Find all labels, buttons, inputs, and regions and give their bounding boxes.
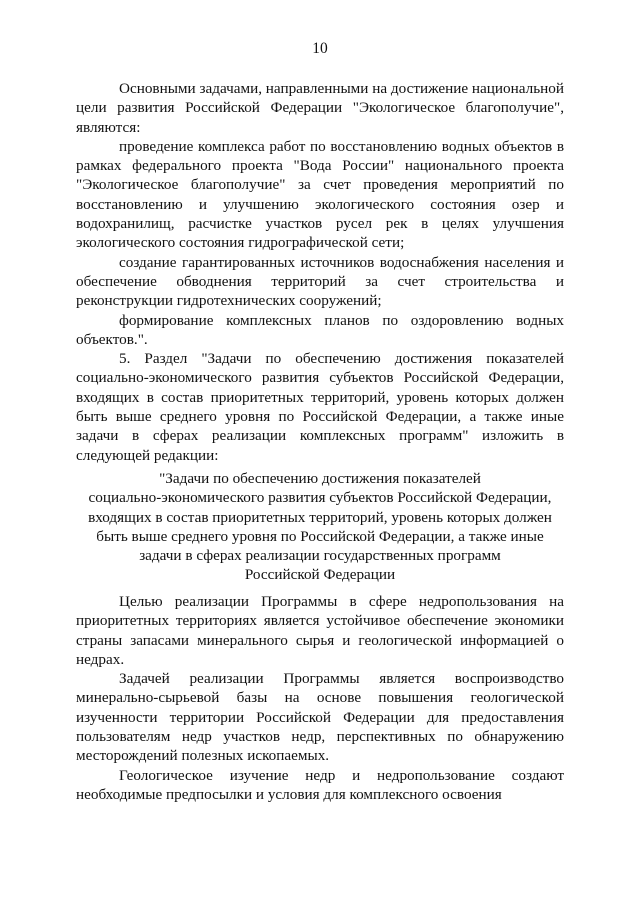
section-title xyxy=(60,469,580,585)
section-title-line: социально-экономического развития субъектов Российской Федерации, xyxy=(88,489,552,507)
paragraph-geological-study: Геологическое изучение недр и недропользование создают необходимые предпосылки и условия для комплексного освоения xyxy=(76,766,564,803)
page-number: 10 xyxy=(312,40,328,57)
paragraph-program-goal: Целью реализации Программы в сфере недропользования на приоритетных территориях является устойчивое обеспечение экономики страны запасами минерального сырья и геологической информацией о недрах. xyxy=(76,593,564,668)
paragraph-recovery-plans: формирование комплексных планов по оздоровлению водных объектов.". xyxy=(76,311,564,348)
section-title-line: задачи в сферах реализации государственных программ xyxy=(139,547,501,565)
section-title-line: входящих в состав приоритетных территорий, уровень которых должен xyxy=(88,508,552,526)
paragraph-program-task: Задачей реализации Программы является воспроизводство минерально-сырьевой базы на основе повышения геологической изученности территории Российской Федерации для предоставления пользователям недр участков недр, перспективных по обнаружению месторождений полезных ископаемых. xyxy=(76,670,564,765)
paragraph-section-5-amendment: 5. Раздел "Задачи по обеспечению достижения показателей социально-экономического развития субъектов Российской Федерации, входящих в состав приоритетных территорий, уровень которых должен быть выше среднего уровня по Российской Федерации, а также иные задачи в сферах реализации комплексных программ" изложить в следующей редакции: xyxy=(76,350,564,464)
document-body-top xyxy=(76,79,564,465)
section-title-line: Российской Федерации xyxy=(244,566,396,584)
paragraph-main-tasks-intro: Основными задачами, направленными на достижение национальной цели развития Российской Федерации "Экологическое благополучие", являются: xyxy=(76,80,564,136)
section-title-line: "Задачи по обеспечению достижения показателей xyxy=(159,470,481,487)
paragraph-water-restoration: проведение комплекса работ по восстановлению водных объектов в рамках федерального проекта "Вода России" национального проекта "Экологическое благополучие" за счет проведения мероприятий по восстановлению и улучшению экологического состояния озер и водохранилищ, расчистке участков русел рек в целях улучшения экологического состояния гидрографической сети; xyxy=(76,137,564,252)
section-title-line: быть выше среднего уровня по Российской Федерации, а также иные xyxy=(96,527,544,545)
document-body-bottom xyxy=(76,592,564,804)
paragraph-water-supply: создание гарантированных источников водоснабжения населения и обеспечение обводнения территорий за счет строительства и реконструкции гидротехнических сооружений; xyxy=(76,253,564,310)
